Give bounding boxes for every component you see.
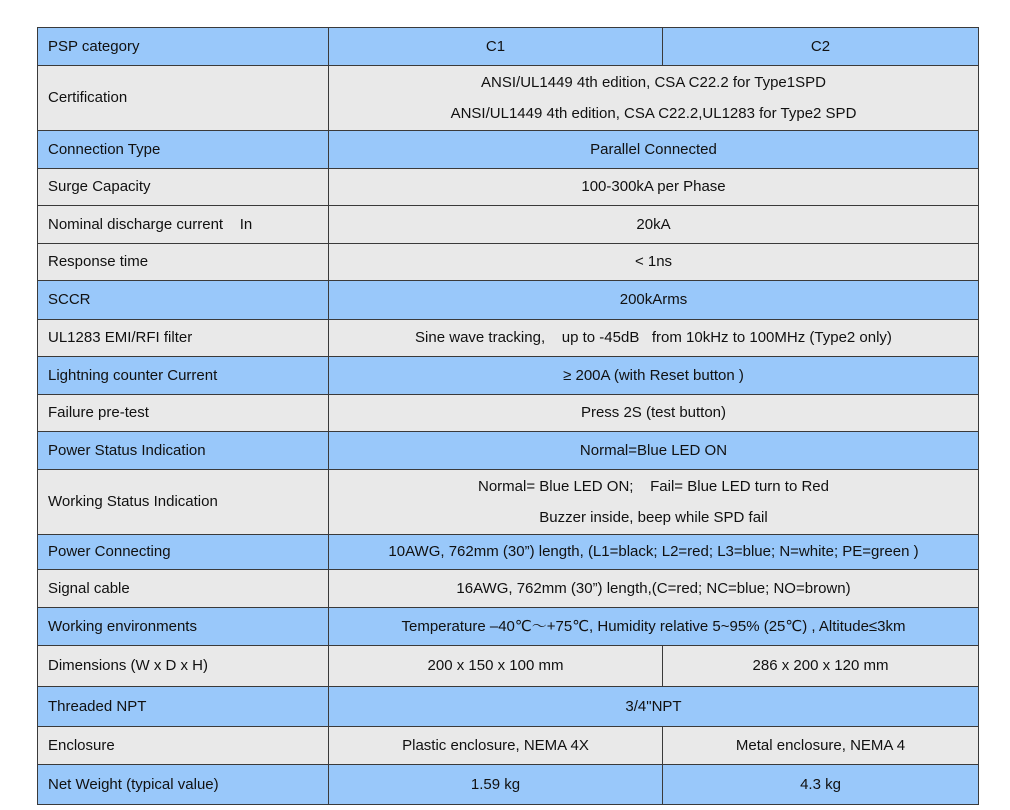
cell-c2: Metal enclosure, NEMA 4 [663, 727, 979, 765]
cell-value: 200kArms [329, 281, 979, 320]
cell-line: ANSI/UL1449 4th edition, CSA C22.2 for Type1SPD [481, 73, 826, 91]
table-row [38, 395, 979, 432]
table-row [38, 687, 979, 727]
row-label: UL1283 EMI/RFI filter [38, 320, 329, 357]
cell-value: Normal=Blue LED ON [329, 432, 979, 470]
table-row [38, 535, 979, 570]
row-label: Power Status Indication [38, 432, 329, 470]
table-row [38, 28, 979, 66]
cell-value: 20kA [329, 206, 979, 244]
cell-c1: C1 [329, 28, 663, 66]
table-row [38, 570, 979, 608]
cell-c1: 1.59 kg [329, 765, 663, 805]
row-label: Certification [38, 66, 329, 131]
cell-c2: C2 [663, 28, 979, 66]
table-row [38, 608, 979, 646]
table-row [38, 131, 979, 169]
spec-table [37, 27, 979, 805]
cell-value: < 1ns [329, 244, 979, 281]
cell-value: 10AWG, 762mm (30”) length, (L1=black; L2=red; L3=blue; N=white; PE=green ) [329, 535, 979, 570]
cell-c2: 4.3 kg [663, 765, 979, 805]
row-label: Connection Type [38, 131, 329, 169]
row-label: Response time [38, 244, 329, 281]
cell-value: Sine wave tracking, up to -45dB from 10kHz to 100MHz (Type2 only) [329, 320, 979, 357]
row-label: Working environments [38, 608, 329, 646]
cell-c2: 286 x 200 x 120 mm [663, 646, 979, 687]
table-row [38, 765, 979, 805]
table-row [38, 169, 979, 206]
cell-value: Press 2S (test button) [329, 395, 979, 432]
cell-line: ANSI/UL1449 4th edition, CSA C22.2,UL1283 for Type2 SPD [450, 104, 857, 122]
cell-value: 100-300kA per Phase [329, 169, 979, 206]
table-row [38, 357, 979, 395]
cell-value [329, 66, 979, 131]
cell-line: Normal= Blue LED ON; Fail= Blue LED turn to Red [478, 477, 829, 495]
row-label: Net Weight (typical value) [38, 765, 329, 805]
row-label: Working Status Indication [38, 470, 329, 535]
row-label: Signal cable [38, 570, 329, 608]
row-label: Threaded NPT [38, 687, 329, 727]
cell-c1: Plastic enclosure, NEMA 4X [329, 727, 663, 765]
row-label: Failure pre-test [38, 395, 329, 432]
cell-value: 3/4"NPT [329, 687, 979, 727]
cell-value: ≥ 200A (with Reset button ) [329, 357, 979, 395]
cell-value [329, 470, 979, 535]
table-row [38, 281, 979, 320]
row-label: Lightning counter Current [38, 357, 329, 395]
table-row [38, 470, 979, 535]
row-label: SCCR [38, 281, 329, 320]
cell-value: 16AWG, 762mm (30”) length,(C=red; NC=blue; NO=brown) [329, 570, 979, 608]
table-row [38, 244, 979, 281]
cell-line: Buzzer inside, beep while SPD fail [539, 508, 768, 526]
row-label: Surge Capacity [38, 169, 329, 206]
table-row [38, 727, 979, 765]
row-label: Power Connecting [38, 535, 329, 570]
table-row [38, 206, 979, 244]
row-label: Nominal discharge current In [38, 206, 329, 244]
row-label: Enclosure [38, 727, 329, 765]
cell-c1: 200 x 150 x 100 mm [329, 646, 663, 687]
table-row [38, 646, 979, 687]
cell-value: Parallel Connected [329, 131, 979, 169]
cell-value: Temperature –40℃～+75℃, Humidity relative 5~95% (25℃) , Altitude≤3km [329, 608, 979, 646]
table-row [38, 66, 979, 131]
row-label: PSP category [38, 28, 329, 66]
table-row [38, 432, 979, 470]
row-label: Dimensions (W x D x H) [38, 646, 329, 687]
table-row [38, 320, 979, 357]
